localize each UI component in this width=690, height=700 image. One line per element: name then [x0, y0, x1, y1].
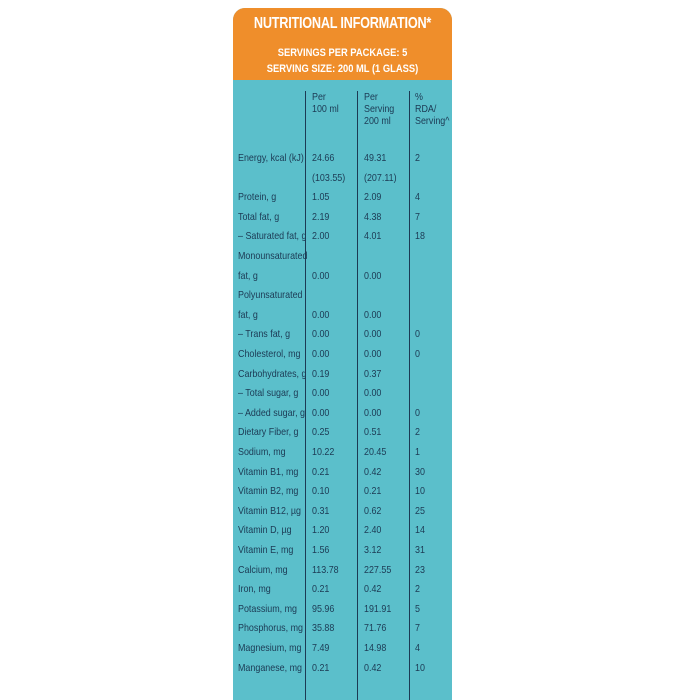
value-per-serving: (207.11)	[364, 171, 397, 184]
value-rda-percent: 2	[415, 152, 420, 164]
value-rda-percent: 4	[415, 642, 420, 654]
value-per-100ml: 1.20	[312, 524, 330, 537]
value-rda-percent: 0	[415, 328, 420, 341]
nutrient-name: Protein, g	[238, 191, 277, 204]
value-per-serving: 0.62	[364, 504, 382, 517]
nutrient-name: – Saturated fat, g	[238, 230, 307, 243]
value-per-serving: 0.00	[364, 406, 382, 419]
value-per-100ml: 0.00	[312, 348, 330, 360]
nutrient-name: Vitamin B2, mg	[238, 485, 299, 498]
value-per-serving: 14.98	[364, 642, 387, 654]
label-title: NUTRITIONAL INFORMATION*	[253, 15, 432, 32]
column-header-line: 100 ml	[312, 103, 339, 115]
value-per-100ml: 0.21	[312, 583, 330, 596]
column-header	[364, 91, 394, 127]
nutrient-name: Energy, kcal (kJ)	[238, 152, 304, 164]
value-per-100ml: 0.00	[312, 387, 330, 400]
value-rda-percent: 7	[415, 210, 420, 223]
value-rda-percent: 23	[415, 563, 425, 576]
nutrient-name: Potassium, mg	[238, 602, 298, 615]
label-header	[233, 8, 452, 80]
column-header-line: Serving^	[415, 115, 450, 127]
nutrient-name: Iron, mg	[238, 583, 271, 596]
value-rda-percent: 4	[415, 191, 420, 204]
value-rda-percent: 2	[415, 426, 420, 439]
value-rda-percent: 10	[415, 661, 425, 674]
value-per-100ml: 95.96	[312, 602, 335, 615]
nutrient-name: Vitamin B12, µg	[238, 504, 302, 517]
value-per-100ml: 0.21	[312, 465, 330, 478]
value-rda-percent: 25	[415, 504, 425, 517]
value-per-serving: 4.01	[364, 230, 382, 243]
value-rda-percent: 30	[415, 465, 425, 478]
nutrient-name: Total fat, g	[238, 210, 280, 223]
value-per-serving: 0.42	[364, 661, 382, 674]
nutrient-name: Polyunsaturated	[238, 289, 303, 302]
value-per-serving: 191.91	[364, 602, 392, 615]
column-divider	[305, 91, 306, 700]
nutrient-name: Monounsaturated	[238, 250, 308, 262]
column-header-line: Per	[312, 91, 326, 103]
value-per-100ml: 0.25	[312, 426, 330, 439]
value-rda-percent: 0	[415, 406, 420, 419]
value-per-100ml: 0.31	[312, 504, 330, 517]
nutrient-name: fat, g	[238, 269, 258, 282]
column-divider	[357, 91, 358, 700]
nutrient-name: Calcium, mg	[238, 563, 288, 576]
column-header-line: %	[415, 91, 423, 103]
value-per-100ml: 2.19	[312, 210, 330, 223]
nutrient-name: Manganese, mg	[238, 661, 303, 674]
nutrient-name: fat, g	[238, 308, 258, 321]
value-per-100ml: 113.78	[312, 563, 339, 576]
value-per-serving: 0.37	[364, 367, 382, 380]
value-per-serving: 4.38	[364, 210, 382, 223]
value-per-serving: 0.00	[364, 387, 382, 400]
value-per-100ml: 24.66	[312, 152, 335, 164]
value-per-100ml: 10.22	[312, 446, 335, 458]
value-per-serving: 3.12	[364, 544, 382, 556]
column-header	[312, 91, 339, 115]
value-per-serving: 2.40	[364, 524, 382, 537]
nutrient-name: Phosphorus, mg	[238, 622, 303, 635]
nutrient-name: Magnesium, mg	[238, 642, 302, 654]
value-rda-percent: 2	[415, 583, 420, 596]
value-rda-percent: 5	[415, 602, 420, 615]
nutrient-name: Vitamin B1, mg	[238, 465, 299, 478]
nutrition-label	[233, 8, 452, 700]
value-rda-percent: 31	[415, 544, 425, 556]
nutrient-name: Carbohydrates, g	[238, 367, 307, 380]
value-per-100ml: 35.88	[312, 622, 335, 635]
column-divider	[409, 91, 410, 700]
value-per-serving: 20.45	[364, 446, 387, 458]
value-per-100ml: 0.21	[312, 661, 330, 674]
nutrient-name: – Trans fat, g	[238, 328, 291, 341]
value-per-serving: 49.31	[364, 152, 387, 164]
value-per-100ml: 1.56	[312, 544, 330, 556]
nutrient-name: Sodium, mg	[238, 446, 286, 458]
value-per-100ml: 0.10	[312, 485, 330, 498]
column-header-line: Serving	[364, 103, 395, 115]
nutrient-name: Vitamin D, µg	[238, 524, 292, 537]
value-per-serving: 0.42	[364, 465, 382, 478]
nutrient-name: Vitamin E, mg	[238, 544, 294, 556]
value-per-100ml: 0.00	[312, 406, 330, 419]
nutrient-name: – Total sugar, g	[238, 387, 299, 400]
value-per-100ml: (103.55)	[312, 171, 346, 184]
column-header-line: 200 ml	[364, 115, 391, 127]
value-per-serving: 0.21	[364, 485, 382, 498]
value-rda-percent: 10	[415, 485, 425, 498]
column-header-line: RDA/	[415, 103, 437, 115]
value-per-100ml: 7.49	[312, 642, 330, 654]
nutrient-name: – Added sugar, g	[238, 406, 306, 419]
value-per-serving: 0.00	[364, 269, 382, 282]
value-rda-percent: 7	[415, 622, 420, 635]
value-per-serving: 2.09	[364, 191, 382, 204]
value-per-serving: 0.00	[364, 308, 382, 321]
serving-size: SERVING SIZE: 200 ML (1 GLASS)	[266, 63, 419, 75]
value-rda-percent: 18	[415, 230, 425, 243]
value-per-100ml: 2.00	[312, 230, 330, 243]
value-per-100ml: 0.19	[312, 367, 330, 380]
value-per-100ml: 0.00	[312, 269, 330, 282]
value-rda-percent: 14	[415, 524, 425, 537]
servings-per-package: SERVINGS PER PACKAGE: 5	[277, 47, 408, 59]
value-per-serving: 71.76	[364, 622, 387, 635]
value-per-100ml: 0.00	[312, 308, 330, 321]
value-per-100ml: 0.00	[312, 328, 330, 341]
value-per-100ml: 1.05	[312, 191, 330, 204]
value-per-serving: 0.51	[364, 426, 382, 439]
value-per-serving: 0.42	[364, 583, 382, 596]
value-per-serving: 0.00	[364, 328, 382, 341]
nutrient-name: Cholesterol, mg	[238, 348, 301, 360]
nutrient-name: Dietary Fiber, g	[238, 426, 299, 439]
value-rda-percent: 0	[415, 348, 420, 360]
value-rda-percent: 1	[415, 446, 420, 458]
value-per-serving: 0.00	[364, 348, 382, 360]
column-header-line: Per	[364, 91, 378, 103]
column-header	[415, 91, 449, 127]
value-per-serving: 227.55	[364, 563, 392, 576]
